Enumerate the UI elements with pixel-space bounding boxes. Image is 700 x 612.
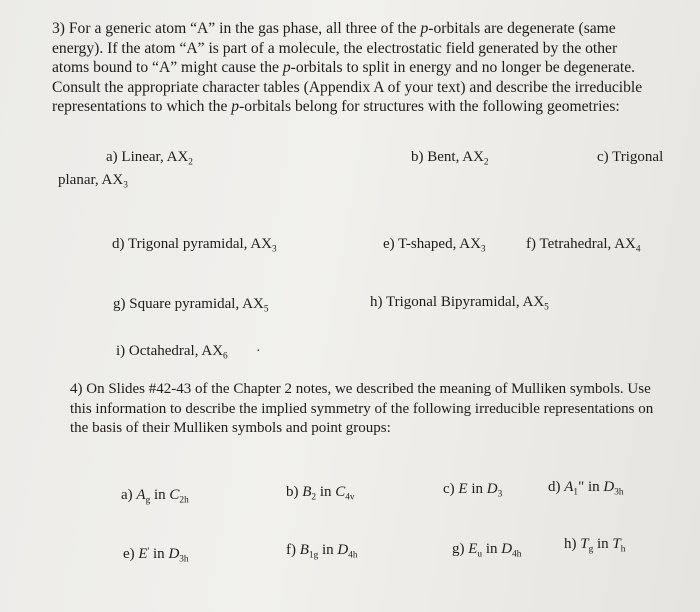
q3-line-4: Consult the appropriate character tables (Appendix A of your text) and describe the irreducible xyxy=(52,78,643,96)
q3-line-3: atoms bound to “A” might cause the p-orbitals to split in energy and no longer be degenerate. xyxy=(52,59,636,76)
q3-item-c-line1: c) Trigonal xyxy=(597,149,664,165)
q3-item-a: a) Linear, $AX_2$ xyxy=(106,149,193,168)
q4-line-3: the basis of their Mulliken symbols and point groups: xyxy=(70,420,391,436)
q4-line-2: this information to describe the implied symmetry of the following irreducible representations on xyxy=(70,400,654,417)
q4-item-d: d) $A_1$" in $D_{3h}$ xyxy=(548,479,624,498)
question-4-text xyxy=(70,380,653,439)
q4-line-1: 4) On Slides #42-43 of the Chapter 2 notes, we described the meaning of Mulliken symbols. Use xyxy=(70,381,651,397)
q3-item-c-line2: planar, $AX_3$ xyxy=(58,172,128,191)
q4-item-c: c) E in $D_3$ xyxy=(443,481,503,500)
q3-item-g: g) Square pyramidal, $AX_5$ xyxy=(113,296,269,315)
q3-item-f: f) Tetrahedral, $AX_4$ xyxy=(526,236,641,255)
q3-line-2: energy). If the atom “A” is part of a molecule, the electrostatic field generated by the other xyxy=(52,39,618,57)
stray-dot-mark: · xyxy=(256,344,261,359)
q3-item-b: b) Bent, $AX_2$ xyxy=(411,149,489,168)
question-3-text xyxy=(52,19,642,117)
q4-item-e: e) E' in $D_{3h}$ xyxy=(123,546,189,565)
q3-item-i: i) Octahedral, $AX_6$ xyxy=(116,343,228,362)
q4-item-a: a) $A_g$ in $C_{2h}$ xyxy=(121,487,189,506)
q3-item-h: h) Trigonal Bipyramidal, $AX_5$ xyxy=(370,294,549,313)
q4-item-b: b) $B_2$ in $C_{4v}$ xyxy=(286,484,355,503)
q3-line-1: 3) For a generic atom “A” in the gas phase, all three of the p-orbitals are degenerate (same xyxy=(52,20,616,37)
q3-item-d: d) Trigonal pyramidal, $AX_3$ xyxy=(112,236,277,255)
q4-item-f: f) $B_{1g}$ in $D_{4h}$ xyxy=(286,542,358,561)
q3-line-5: representations to which the p-orbitals belong for structures with the following geometries: xyxy=(52,98,620,115)
q3-item-e: e) T-shaped, $AX_3$ xyxy=(383,236,486,255)
q4-item-h: h) $T_g$ in $T_h$ xyxy=(564,536,626,555)
q4-item-g: g) $E_u$ in $D_{4h}$ xyxy=(452,541,522,560)
